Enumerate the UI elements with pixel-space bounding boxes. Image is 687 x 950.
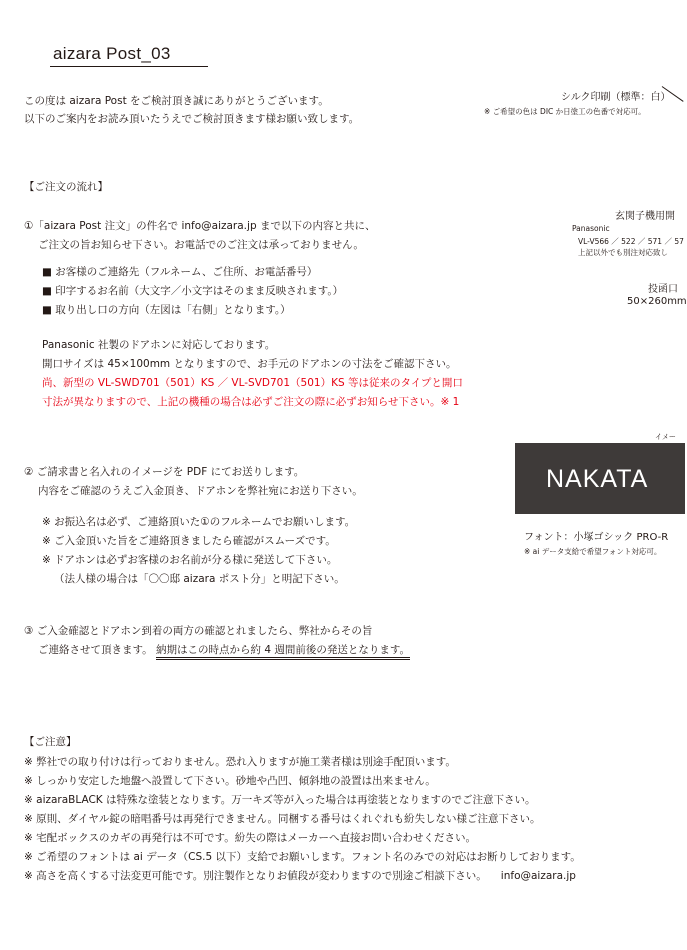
step2-line-1: ② ご請求書と名入れのイメージを PDF にてお送りします。 <box>24 466 305 478</box>
intercom-maker: Panasonic <box>572 224 610 233</box>
caution-item-5: ※ 宅配ボックスのカギの再発行は不可です。紛失の際はメーカーへ直接お問い合わせください。 <box>24 832 476 844</box>
step1-line-2: ご注文の旨お知らせ下さい。お電話でのご注文は承っておりません。 <box>38 239 364 251</box>
font-label: フォント：小塚ゴシック PRO-R <box>524 532 669 543</box>
caution-item-4: ※ 原則、ダイヤル錠の暗唱番号は再発行できません。同梱する番号はくれぐれも紛失しない様ご注意下さい。 <box>24 813 541 825</box>
step2-line-2: 内容をご確認のうえご入金頂き、ドアホンを弊社宛にお送り下さい。 <box>38 485 363 497</box>
intercom-title: 玄関子機用開 <box>615 211 675 222</box>
silk-print-label: シルク印刷（標準：白） <box>561 92 671 103</box>
slot-size: 50×260mm <box>627 296 687 307</box>
intro-line-1: この度は aizara Post をご検討頂き誠にありがとうございます。 <box>24 95 329 107</box>
caution-item-1: ※ 弊社での取り付けは行っておりません。恐れ入りますが施工業者様は別途手配頂います。 <box>24 756 456 768</box>
order-flow-heading: 【ご注文の流れ】 <box>24 181 108 193</box>
step1-item-direction: ■ 取り出し口の方向（左図は「右側」となります。） <box>42 304 291 316</box>
nameplate-sample-text: NAKATA <box>546 465 649 493</box>
step2-note-shipping: ※ ドアホンは必ずお客様のお名前が分る様に発送して下さい。 <box>42 554 338 566</box>
step1-item-name: ■ 印字するお名前（大文字／小文字はそのまま反映されます。） <box>42 285 344 297</box>
caution-item-2: ※ しっかり安定した地盤へ設置して下さい。砂地や凸凹、傾斜地の設置は出来ません。 <box>24 775 436 787</box>
caution-item-7 <box>24 867 576 885</box>
step3-line-2 <box>38 641 410 659</box>
step1-note-panasonic: Panasonic 社製のドアホンに対応しております。 <box>42 339 276 351</box>
intro-line-2: 以下のご案内をお読み頂いたうえでご検討頂きます様お願い致します。 <box>24 113 360 125</box>
step2-note-corporate: （法人様の場合は「〇〇邸 aizara ポスト分」と明記下さい。 <box>54 573 345 585</box>
caution-item-6: ※ ご希望のフォントは ai データ（CS.5 以下）支給でお願いします。フォント名のみでの対応はお断りしております。 <box>24 851 581 863</box>
step2-note-transfer: ※ お振込名は必ず、ご連絡頂いた①のフルネームでお願いします。 <box>42 516 356 528</box>
caution-item-3: ※ aizaraBLACK は特殊な塗装となります。万一キズ等が入った場合は再塗装となりますのでご注意下さい。 <box>24 794 536 806</box>
contact-email-link[interactable]: info@aizara.jp <box>500 870 576 882</box>
caution-item-7-text: ※ 高さを高くする寸法変更可能です。別注製作となりお値段が変わりますので別途ご相談下さい。 <box>24 870 487 882</box>
delivery-time-note: 納期はこの時点から約 4 週間前後の発送となります。 <box>156 644 410 660</box>
font-note: ※ ai データ支給で希望フォント対応可。 <box>524 547 662 556</box>
step1-note-size: 開口サイズは 45×100mm となりますので、お手元のドアホンの寸法をご確認下さい。 <box>42 358 457 370</box>
step1-line-1: ①「aizara Post 注文」の件名で info@aizara.jp まで以下の内容と共に、 <box>24 220 376 232</box>
intercom-other: 上記以外でも別注対応致し <box>578 248 668 257</box>
image-label: イメー <box>655 433 676 441</box>
cautions-heading: 【ご注意】 <box>24 736 77 748</box>
slot-title: 投函口 <box>648 284 678 295</box>
step3-line-2-plain: ご連絡させて頂きます。 <box>38 644 153 656</box>
page-title: aizara Post_03 <box>50 44 208 67</box>
silk-print-note: ※ ご希望の色は DIC か日塗工の色番で対応可。 <box>484 107 646 116</box>
step1-red-note-2: 寸法が異なりますので、上記の機種の場合は必ずご注文の際に必ずお知らせ下さい。※ 1 <box>42 396 460 408</box>
step1-item-contact: ■ お客様のご連絡先（フルネーム、ご住所、お電話番号） <box>42 266 318 278</box>
step1-red-note-1: 尚、新型の VL-SWD701（501）KS ／ VL-SVD701（501）KS 等は従来のタイプと開口 <box>42 377 463 389</box>
step3-line-1: ③ ご入金確認とドアホン到着の両方の確認とれましたら、弊社からその旨 <box>24 625 373 637</box>
intercom-models: VL-V566 ／ 522 ／ 571 ／ 57 <box>578 237 684 246</box>
step2-note-payment: ※ ご入金頂いた旨をご連絡頂きましたら確認がスムーズです。 <box>42 535 336 547</box>
